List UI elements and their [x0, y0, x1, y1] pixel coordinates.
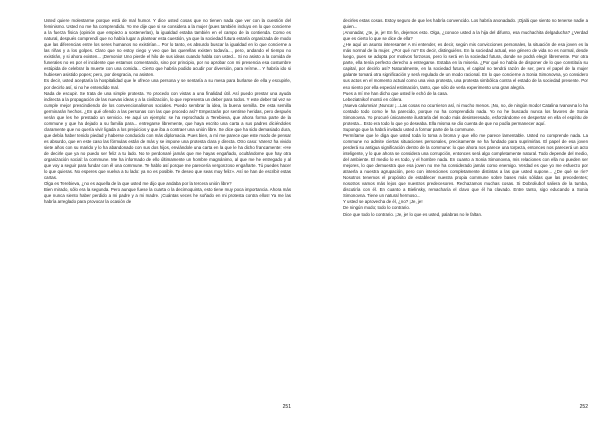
paragraph: Y usted se aprovecha de él, ¿no? ¡Je, je!	[343, 199, 423, 205]
paragraph: Nada de escupir. Se trata de una simple protesta. Yo procedo con vistas a una finalidad útil. Así puedo prestar una ayuda indirecta a la propagación de las nuevas ideas y a la civilización, lo que representa un deber para todos. Y este deber tal vez se cumple mejor prescindiendo de los convencionalismos sociales. Puedo sembrar la idea, la buena semilla. De esta semilla germinarán hechos. ¿En qué ofendo a las personas con las que procedo así? Empezarán por sentirse heridas, pero después verán que les he prestado un servicio. He aquí un ejemplo: se ha reprochado a Terebieva, que ahora forma parte de la commune y que ha dejado a su familia para... entregarse libremente, que haya escrito una carta a sus padres diciéndoles claramente que no quería vivir ligada a los prejuicios y que iba a contraer una unión libre. Se dice que ha sido demasiado dura, que debía haber tenido piedad y haberse conducido con más diplomacia. Pues bien, a mí me parece que este modo de pensar es absurdo, que en este caso las fórmulas están de más y se impone una protesta clara y directa. Otro caso: Varenz ha vivido siete años con su marido y lo ha abandonado con sus dos hijos, enviándole una carta en la que le ha dicho francamente: «He de decirle que ya no puedo ser feliz a tu lado. No te perdonaré jamás que me hayas engañado, ocultándome que hay otra organización social: la commune. Me ha informado de ello últimamente un hombre magnánimo, al que me he entregado y al que voy a seguir para fundar con él una commune. Te hablo así porque me parecería vergonzoso engañarte. Tú puedes hacer lo que quieras. No esperes que vuelva a tu lado: ya no es posible. Te deseo que seas muy feliz». Así se han de escribir estas cartas.	[44, 90, 291, 181]
page-number: 251	[282, 404, 291, 410]
right-page-text	[343, 18, 588, 400]
paragraph: ¡Nueva calumnia! ¡Nunca! ¡...Las cosas no ocurrieron así, ni mucho menos. ¡No, no, de ningún modo! Catalina Ivanovna lo ha contado todo como le ha parecido, porque no ha comprendido nada. Yo no he buscado nunca los favores de Sonia Simonovna. Yo procuré únicamente ilustrarla del modo más desinteresado, esforzándome en despertar en ella el espíritu de protesta... Esto era todo lo que yo deseaba. Ella misma se dio cuenta de que no podía permanecer aquí.	[343, 102, 588, 126]
paragraph: De ningún modo; todo lo contrario.	[343, 205, 410, 211]
paragraph: ¿He aquí un asunto interesante! A mi entender, es decir, según mis convicciones personales, la situación de esa joven es la más normal de la mujer. ¿Por qué no? Es decir, distinguiéns. En la sociedad actual, ese género de vida no es normal, desde luego, pues se adopta por motivos forzosos, pero lo será en la sociedad futura, donde se podrá elegir libremente. Por otra parte, ella tenía perfecto derecho a entregarse. Estaba en la miseria. ¿Por qué no había de disponer de lo que constituía su capital, por decirlo así? Naturalmente, en la sociedad futura, el capital no tendrá razón de ser, pero el papel de la mujer galante tomará otra significación y será regulado de un modo racional. En lo que concierne a Sonia Simonovna, yo considero sus actos en el momento actual como una viva protesta, una protesta simbólica contra el estado de la sociedad presente. Por eso siento por ella especial estimación, tanto, que sólo de verla experimento una gran alegría.	[343, 42, 588, 90]
paragraph: Supongo que la habrá invitado usted a formar parte de la commune.	[343, 126, 476, 132]
paragraph: Dice que todo lo contrario. ¡Je, je! lo que es usted, palabras no le faltan.	[343, 211, 483, 217]
left-page	[44, 18, 291, 424]
page-number: 252	[579, 404, 588, 410]
right-page	[343, 18, 588, 424]
paragraph: ¡Anonadar, ¿te, je, je! En fin, dejemos esto. Olga, ¿conoce usted a la hija del difunto, esa muchachita delgaducha? ¿Verdad que es cierto lo que se dice de ella?	[343, 30, 588, 42]
paragraph: Usted quiere molestarme porque está de mal humor. Y dice usted cosas que no tienen nada que ver con la cuestión del feminismo. Usted no me ha comprendido. Yo me dije que si se considera a la mujer (pues también incluyo en lo que concierne a la fuerza física (opinión que empiezo a sostenerlas), la igualdad estaba también en el campo de la contienda. Como es natural, después comprendí que no había lugar a plantear esta cuestión, ya que la sociedad futura estaría organizada de modo que las diferencias entre los seres humanos no existirían... Por lo tanto, es absurdo buscar la igualdad en lo que concierne a las riñas y a los golpes. Claro que no estoy ciego y veo que las querellas existen todavía..., pero, andando el tiempo no existirán, y si ahora existen... ¡Demonio! Uno pierde el hilo de sus ideas cuando habla con usted... Si no asisto a la comida de funerales no es por el incidente que estamos comentando, sino por principio, por no aprobar con mi presencia esa costumbre estúpida de celebrar la muerte con una comida... Cierto que habría podido acudir por diversión, para reírme... Y habría ido si hubiesen asistido popes; pero, por desgracia, no asisten.	[44, 18, 291, 78]
paragraph: Es decir, usted aceptaría la hospitalidad que le ofrece una persona y se sentaría a su mesa para burlarse de ella y escupirle, por decirlo así, si no he entendido mal.	[44, 78, 291, 90]
paragraph: Olga es Terebieva, ¿no es aquella de la que usted me dijo que andaba por la tercera unión libre?	[44, 181, 232, 187]
left-page-text	[44, 18, 291, 400]
paragraph: decirles estas cosas. Estoy seguro de que les habría convencido. Los habría anonadado. ¡Ojalá que siento no tenerse nadie a quien...	[343, 18, 588, 30]
paragraph: Permítame que le diga que usted toda lo toma a broma y que ello me parece lamentable. Usted no comprende nada. La commune no admite ciertas situaciones personales, precisamente se ha fundado para suprimirlas. El papel de esa joven perderá su antigua significación dentro de la commune: lo que ahora nos parece una torpeza, entonces nos parecerá un acto inteligente, y lo que ahora se considera una corrupción, entonces será algo completamente natural. Todo depende del medio, del ambiente. El medio lo es todo, y el hombre nada. En cuanto a Sonia Simonovna, mis relaciones con ella no pueden ser mejores, lo que demuestra que esa joven no me ha considerado jamás como enemigo. Verdad es que yo me esfuerzo por atraerla a nuestra agrupación, pero con intenciones completamente distintas a las que usted supone... ¿De qué se ríe? Nosotros tenemos el propósito de establecer nuestra propia commune sobre bases más sólidas que las precedentes; nosotros vamos más lejos que nuestros predecesores. Rechazamos muchas cosas. Si Dobroliubof saliera de la tumba, discutiría con él. En cuanto a Bielinsky, remacharía el clavo que él ha clavado. Entre tanto, sigo educando a Sonia Simonovna. Tiene un natural hermoso...	[343, 132, 588, 199]
paragraph: Pues a mí me han dicho que usted le echó de la casa.	[343, 90, 449, 96]
paragraph: Lebeziatnikof montó en cólera.	[343, 96, 403, 102]
paragraph: Bien mirado, sólo era la segunda. Pero aunque fuese la cuarta o la decimoquinta, esto tiene muy poca importancia. Ahora más que nunca siento haber perdido a mi padre y a mi madre. ¡Cuántas veces he soñado en mi protesta contra ellos! Ya me las habría arreglado para provocar la ocasión de	[44, 187, 291, 205]
